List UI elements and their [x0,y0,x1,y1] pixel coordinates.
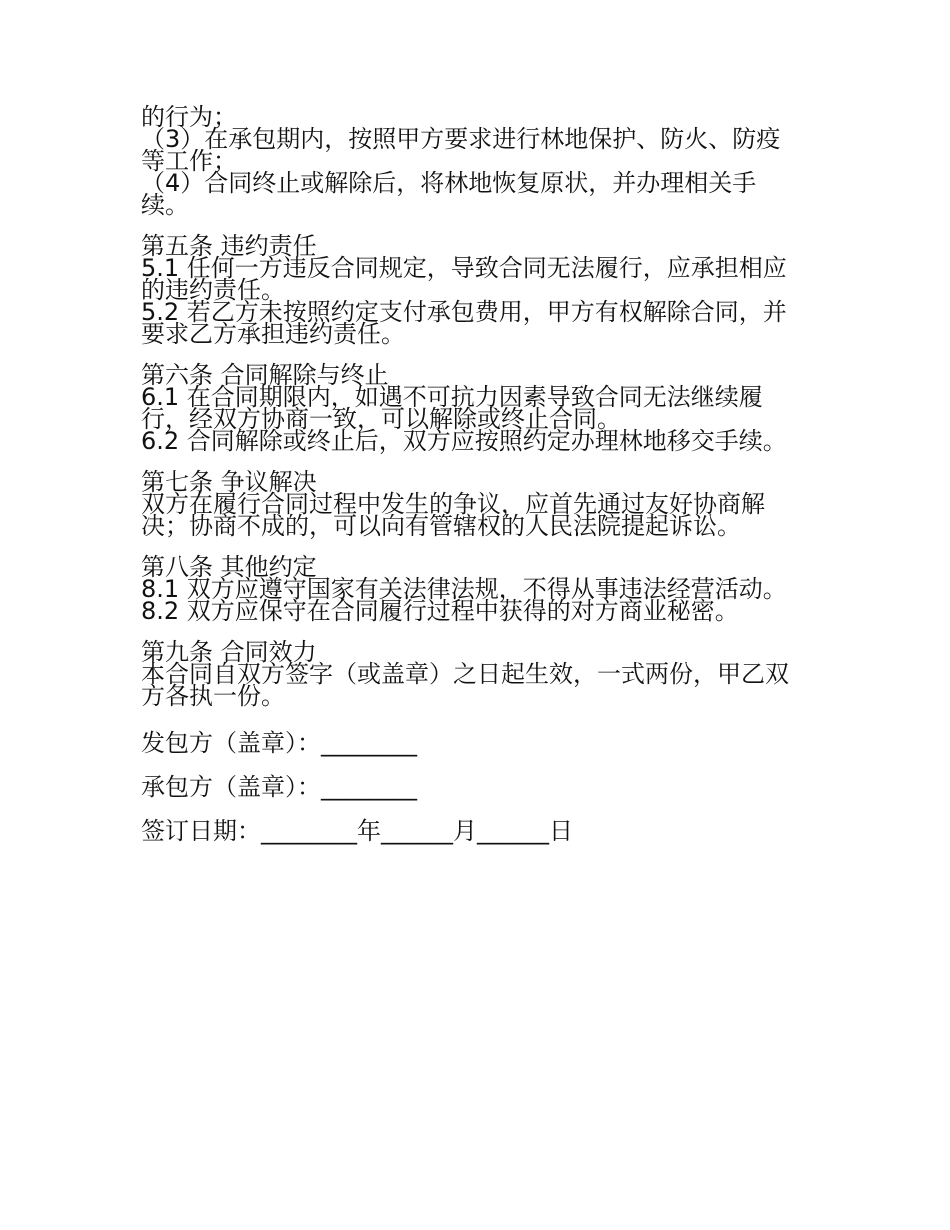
text-line: 6.1 在合同期限内，如遇不可抗力因素导致合同无法继续履 [141,383,763,411]
clause-breach-liability [141,232,821,348]
signing-date: 签订日期：________年______月______日 [141,817,573,845]
clause-heading: 第五条 违约责任 [141,232,317,260]
text-line: 决；协商不成的，可以向有管辖权的人民法院提起诉讼。 [141,512,741,540]
clause-heading: 第九条 合同效力 [141,638,317,666]
clause-effectiveness [141,638,821,710]
text-line: 双方在履行合同过程中发生的争议，应首先通过友好协商解 [141,490,765,518]
clause-other-terms [141,553,821,625]
clause-termination [141,361,821,455]
signature-area [141,729,821,845]
clause-heading: 第七条 争议解决 [141,468,317,496]
text-line: 的行为； [141,103,237,131]
text-line: 续。 [141,191,189,219]
text-line: 8.2 双方应保守在合同履行过程中获得的对方商业秘密。 [141,597,739,625]
clause-dispute-resolution [141,468,821,540]
text-line: 5.2 若乙方未按照约定支付承包费用，甲方有权解除合同，并 [141,298,787,326]
text-line: 等工作； [141,147,237,175]
party-b-signature: 承包方（盖章）：________ [141,773,417,801]
text-line: 5.1 任何一方违反合同规定，导致合同无法履行，应承担相应 [141,254,787,282]
text-line: （4）合同终止或解除后，将林地恢复原状，并办理相关手 [141,169,757,197]
party-a-signature: 发包方（盖章）：________ [141,729,417,757]
text-line: 的违约责任。 [141,276,285,304]
text-line: 方各执一份。 [141,682,285,710]
clause-heading: 第六条 合同解除与终止 [141,361,389,389]
document-page [141,103,821,845]
text-line: 本合同自双方签字（或盖章）之日起生效，一式两份，甲乙双 [141,660,789,688]
text-line: 6.2 合同解除或终止后，双方应按照约定办理林地移交手续。 [141,427,787,455]
text-line: （3）在承包期内，按照甲方要求进行林地保护、防火、防疫 [141,125,781,153]
text-line: 要求乙方承担违约责任。 [141,320,405,348]
clause-obligations-continued [141,103,821,219]
text-line: 8.1 双方应遵守国家有关法律法规，不得从事违法经营活动。 [141,575,787,603]
clause-heading: 第八条 其他约定 [141,553,317,581]
text-line: 行，经双方协商一致，可以解除或终止合同。 [141,405,621,433]
